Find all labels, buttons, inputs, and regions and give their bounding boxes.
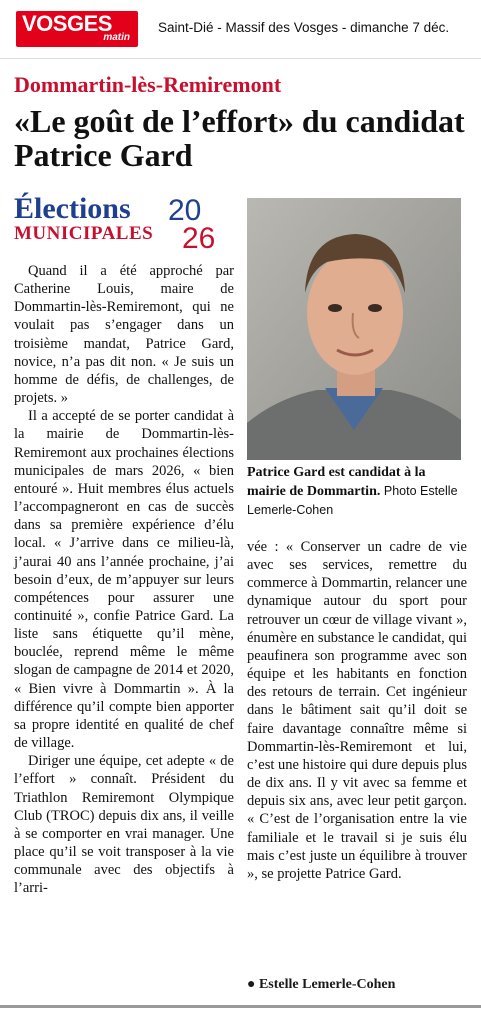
caption-text: Patrice Gard est candidat à la mairie de Dommartin. bbox=[247, 465, 426, 499]
candidate-portrait-photo bbox=[247, 198, 461, 460]
paragraph: Quand il a été approché par Catherine Louis, maire de Dommartin-lès-Remiremont, qui ne voulait pas s’engager dans un troisième mandat, Patrice Gard, novice, n’a pas dit non. « Je suis un homme de défis, de challenges, de projets. » bbox=[14, 263, 234, 407]
article-kicker: Dommartin-lès-Remiremont bbox=[14, 72, 282, 97]
photo-caption bbox=[247, 464, 467, 520]
vosges-matin-logo bbox=[16, 11, 138, 47]
logo-subtitle: matin bbox=[103, 32, 130, 43]
article-byline: ● Estelle Lemerle-Cohen bbox=[247, 977, 396, 992]
masthead-divider bbox=[0, 58, 481, 59]
portrait-illustration bbox=[247, 198, 461, 460]
elections-rubric bbox=[14, 193, 234, 251]
article-column-right bbox=[247, 538, 467, 883]
rubric-year-2026 bbox=[164, 193, 234, 251]
logo-wordmark: VOSGES bbox=[22, 11, 112, 36]
year-digits-bottom: 26 bbox=[182, 222, 216, 251]
rubric-line-elections: Élections bbox=[14, 192, 131, 225]
masthead bbox=[0, 0, 481, 56]
year-digits-top: 20 bbox=[168, 194, 202, 227]
article-column-left bbox=[14, 262, 234, 897]
photo-credit: Photo Estelle Lemerle-Cohen bbox=[247, 484, 458, 517]
rubric-line-municipales: MUNICIPALES bbox=[14, 223, 154, 244]
edition-dateline: Saint-Dié - Massif des Vosges - dimanche 7 déc. bbox=[158, 20, 450, 35]
article-headline: «Le goût de l’effort» du candidat Patrice Gard bbox=[14, 103, 465, 173]
paragraph: Il a accepté de se porter candidat à la mairie de Dommartin-lès-Remiremont aux prochaines élections municipales de mars 2026, « bien entouré ». Huit membres élus actuels l’accompagneront en cas de succès dans sa première expérience d’élu local. « J’arrive dans ce milieu-là, j’aurai 40 ans l’année prochaine, j’ai besoin d’eux, de m’appuyer sur leurs compétences pour assurer une continuité », confie Patrice Gard. La liste sans étiquette qu’il mène, bouclée, reprend même le même slogan de campagne de 2014 et 2020, « Bien vivre à Dommartin ». À la différence qu’il compte bien apporter sa propre identité en qualité de chef de village. bbox=[14, 408, 234, 752]
paragraph: Diriger une équipe, cet adepte « de l’effort » connaît. Président du Triathlon Remiremont Olympique Club (TROC) depuis dix ans, il veille à se comporter en vrai manager. Une place qu’il se voit transposer à la vie communale avec des objectifs à l’arri- bbox=[14, 753, 234, 897]
page-bottom-rule bbox=[0, 1005, 481, 1008]
paragraph: vée : « Conserver un cadre de vie avec ses services, remettre du commerce à Dommartin, relancer une dynamique autour du sport pour retrouver un cœur de village vivant », énumère en substance le candidat, qui peaufinera son programme avec son équipe et les habitants en fonction des retours de terrain. Cet ingénieur dans le bâtiment sait qu’il doit se faire davantage connaître même si Dommartin-lès-Remiremont et lui, c’est une histoire qui dure depuis plus de dix ans. Il y vit avec sa femme et depuis six ans, avec leur petit garçon. « C’est de l’organisation entre la vie familiale et le travail si je suis élu mais c’est juste un équilibre à trouver », se projette Patrice Gard. bbox=[247, 539, 467, 882]
